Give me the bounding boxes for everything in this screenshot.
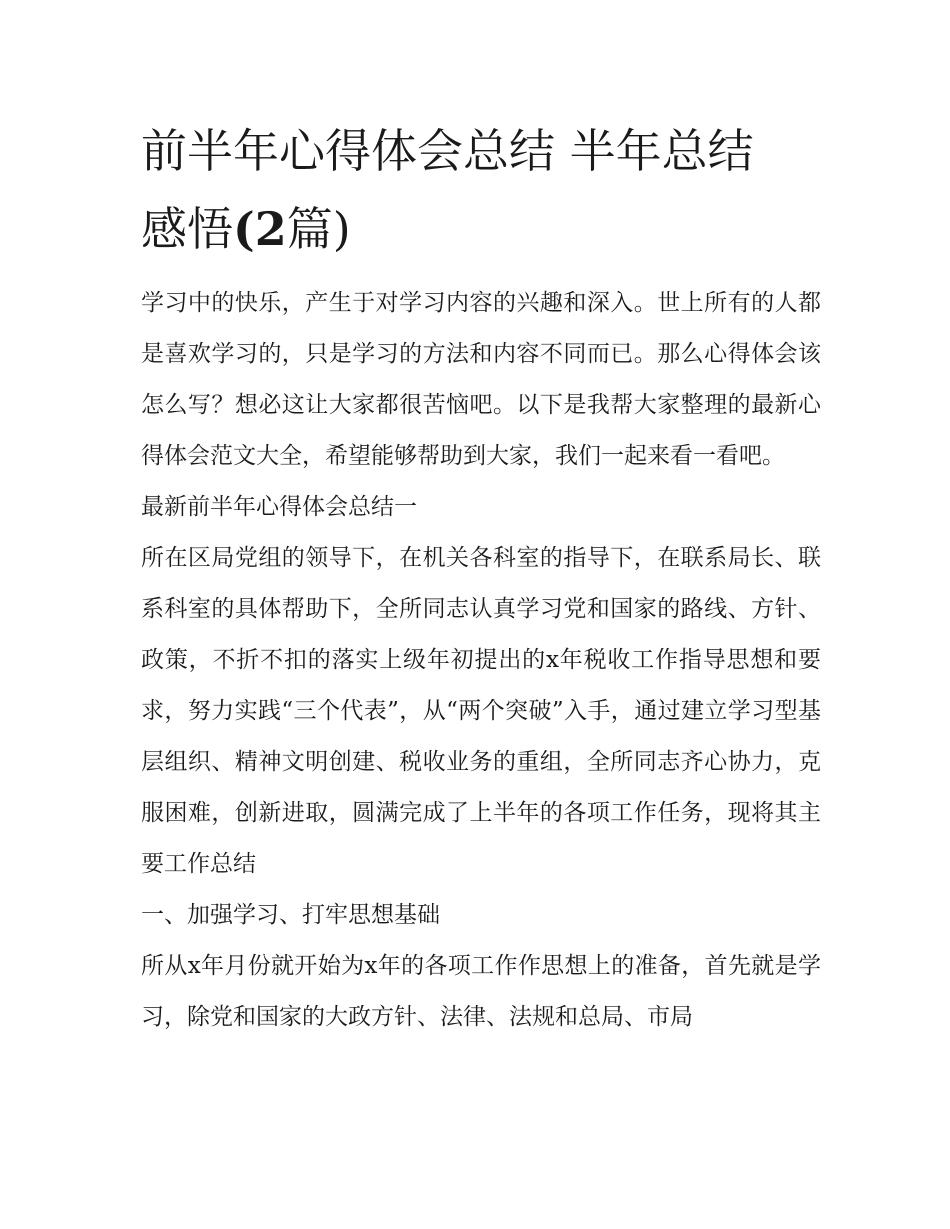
study-paragraph: 所从x年月份就开始为x年的各项工作作思想上的准备，首先就是学习，除党和国家的大政方针、法律、法规和总局、市局 — [141, 953, 821, 1030]
section-heading: 最新前半年心得体会总结一 — [141, 494, 417, 520]
intro-paragraph: 学习中的快乐，产生于对学习内容的兴趣和深入。世上所有的人都是喜欢学习的，只是学习的方法和内容不同而已。那么心得体会该怎么写？想必这让大家都很苦恼吧。以下是我帮大家整理的最新心得体会范文大全，希望能够帮助到大家，我们一起来看一看吧。 — [141, 290, 821, 469]
summary-paragraph: 所在区局党组的领导下，在机关各科室的指导下，在联系局长、联系科室的具体帮助下，全所同志认真学习党和国家的路线、方针、政策，不折不扣的落实上级年初提出的x年税收工作指导思想和要求，努力实践“三个代表”，从“两个突破”入手，通过建立学习型基层组织、精神文明创建、税收业务的重组，全所同志齐心协力，克服困难，创新进取，圆满完成了上半年的各项工作任务，现将其主要工作总结 — [141, 545, 821, 877]
document-page — [141, 112, 821, 1043]
title-line-2-prefix: 感悟 — [141, 202, 233, 256]
subsection-heading: 一、加强学习、打牢思想基础 — [141, 902, 440, 928]
document-body — [141, 278, 821, 1043]
title-line-1: 前半年心得体会总结 半年总结 — [141, 124, 754, 178]
title-line-2-suffix: 篇) — [286, 202, 351, 256]
document-title — [141, 112, 821, 268]
title-line-2-count: (2 — [233, 202, 287, 256]
